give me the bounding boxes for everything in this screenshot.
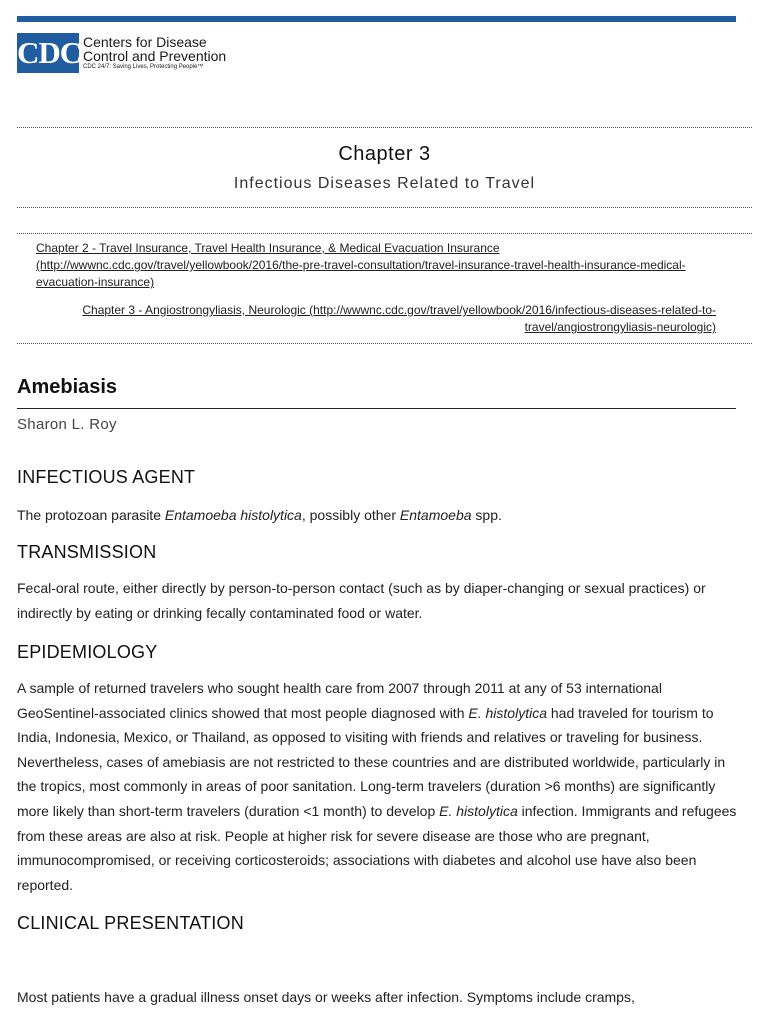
paragraph-infectious-agent: The protozoan parasite Entamoeba histolytica, possibly other Entamoeba spp.: [17, 507, 502, 523]
heading-transmission: TRANSMISSION: [17, 542, 157, 562]
cdc-logo-abbr: CDC: [17, 35, 82, 70]
divider-nav-bottom: [17, 343, 752, 344]
article-title: Amebiasis: [17, 376, 118, 398]
article-author: Sharon L. Roy: [17, 416, 117, 433]
divider-nav-top: [17, 233, 752, 234]
prev-chapter-link[interactable]: Chapter 2 - Travel Insurance, Travel Health Insurance, & Medical Evacuation Insurance (http://wwwnc.cdc.gov/travel/yellowbook/2016/the-pre-travel-consultation/travel-insurance-travel-health-insurance-medical-evacuation-insurance): [36, 241, 686, 289]
heading-clinical-presentation: CLINICAL PRESENTATION: [17, 913, 244, 933]
title-rule: [17, 408, 736, 409]
chapter-subtitle: Infectious Diseases Related to Travel: [233, 175, 536, 192]
divider-chapter-bottom: [17, 207, 752, 208]
divider-top: [17, 127, 752, 128]
cdc-logo[interactable]: [17, 33, 277, 75]
chapter-title: Chapter 3: [338, 143, 431, 165]
paragraph-transmission: Fecal-oral route, either directly by person-to-person contact (such as by diaper-changing or sexual practices) or indirectly by eating or drinking fecally contaminated food or water.: [17, 580, 706, 621]
cdc-logo-mark: [17, 33, 82, 73]
logo-name-line2: Control and Prevention: [83, 48, 227, 64]
next-chapter-link[interactable]: Chapter 3 - Angiostrongyliasis, Neurologic (http://wwwnc.cdc.gov/travel/yellowbook/2016/infectious-diseases-related-to-travel/angiostrongyliasis-neurologic): [82, 303, 716, 334]
logo-tagline: CDC 24/7: Saving Lives, Protecting People™: [83, 64, 204, 70]
paragraph-epidemiology: A sample of returned travelers who sought health care from 2007 through 2011 at any of 53 international GeoSentinel-associated clinics showed that most people diagnosed with E. histolytica had traveled for tourism to India, Indonesia, Mexico, or Thailand, as opposed to visiting with friends and relatives or traveling for business. Nevertheless, cases of amebiasis are not restricted to these countries and are distributed worldwide, particularly in the tropics, most commonly in areas of poor sanitation. Long-term travelers (duration >6 months) are significantly more likely than short-term travelers (duration <1 month) to develop E. histolytica infection. Immigrants and refugees from these areas are also at risk. People at higher risk for severe disease are those who are pregnant, immunocompromised, or receiving corticosteroids; associations with diabetes and alcohol use have also been reported.: [17, 680, 737, 893]
heading-infectious-agent: INFECTIOUS AGENT: [17, 467, 196, 487]
top-brand-bar: [17, 16, 736, 22]
heading-epidemiology: EPIDEMIOLOGY: [17, 642, 158, 662]
logo-name-line1: Centers for Disease: [83, 34, 207, 50]
paragraph-clinical-presentation: Most patients have a gradual illness onset days or weeks after infection. Symptoms include cramps,: [17, 989, 635, 1005]
